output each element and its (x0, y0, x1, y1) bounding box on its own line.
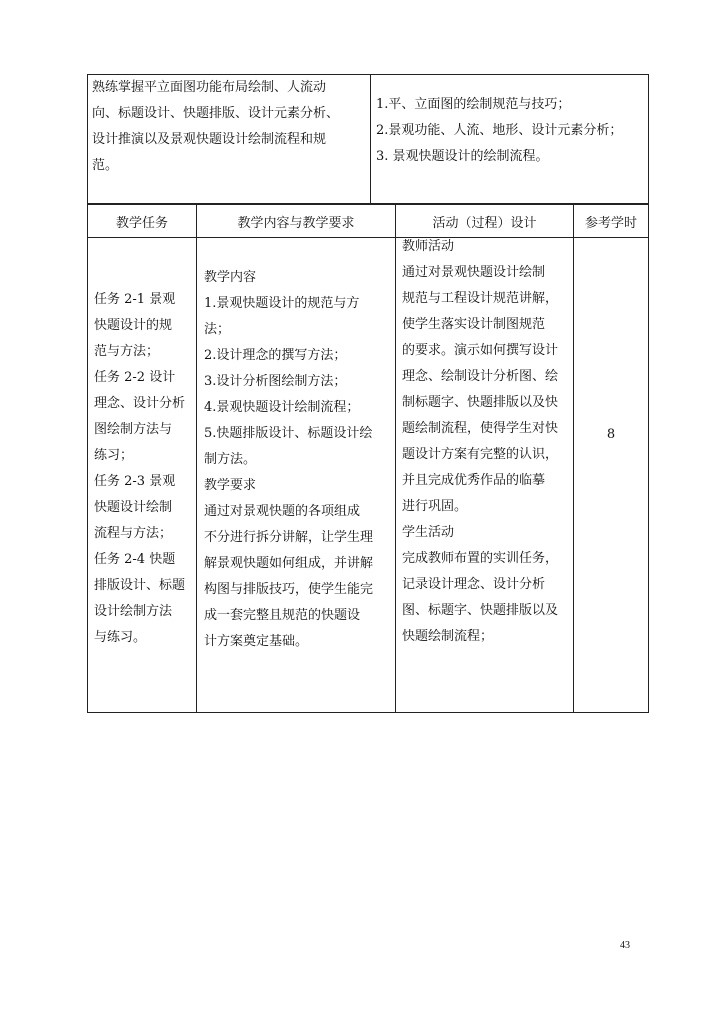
knowledge-item: 1.平、立面图的绘制规范与技巧； (376, 97, 571, 112)
header-content: 教学内容与教学要求 (197, 205, 396, 238)
objectives-table (87, 74, 649, 204)
page-number: 43 (620, 940, 630, 951)
header-task: 教学任务 (88, 205, 197, 238)
content-item: 4.景观快题设计绘制流程； (204, 400, 360, 415)
teaching-table (87, 204, 649, 713)
requirement-heading: 教学要求 (204, 478, 257, 493)
content-cell (197, 238, 396, 713)
skills-cell (88, 75, 371, 204)
header-activity: 活动（过程）设计 (396, 205, 574, 238)
knowledge-cell (371, 75, 649, 204)
skills-text: 熟练掌握平立面图功能布局绘制、人流动 向、标题设计、快题排版、设计元素分析、 设计推演以及景观快题设计绘制流程和规 范。 (92, 80, 340, 173)
table-row (88, 238, 649, 713)
teacher-text: 通过对景观快题设计绘制 规范与工程设计规范讲解， 使学生落实设计制图规范 的要求。演示如何撰写设计 理念、绘制设计分析图、绘 制标题字、快题排版以及快 题绘制流程，使得学生对快 题设计方案有完整的认识， 并且完成优秀作品的临摹 进行巩固。 (402, 265, 559, 514)
activity-cell (396, 238, 574, 713)
student-heading: 学生活动 (402, 525, 455, 540)
content-heading: 教学内容 (204, 270, 257, 285)
content-item: 1.景观快题设计的规范与方 法； (204, 296, 360, 337)
tasks-text: 任务 2-1 景观 快题设计的规 范与方法； 任务 2-2 设计 理念、设计分析 图绘制方法与 练习； 任务 2-3 景观 快题设计绘制 流程与方法； 任务 2-4 快题 排版设计、标题 设计绘制方法 与练习。 (94, 292, 186, 645)
hours-value: 8 (606, 427, 616, 442)
hours-cell (574, 238, 649, 713)
content-item: 2.设计理念的撰写方法； (204, 348, 347, 363)
header-hours: 参考学时 (574, 205, 649, 238)
teacher-heading: 教师活动 (402, 239, 455, 254)
knowledge-item: 2.景观功能、人流、地形、设计元素分析； (376, 123, 623, 138)
requirement-text: 通过对景观快题的各项组成 不分进行拆分讲解，让学生理 解景观快题如何组成，并讲解 构图与排版技巧，使学生能完 成一套完整且规范的快题设 计方案奠定基础。 (204, 504, 374, 649)
tasks-cell (88, 238, 197, 713)
content-item: 5.快题排版设计、标题设计绘 制方法。 (204, 426, 373, 467)
student-text: 完成教师布置的实训任务， 记录设计理念、设计分析 图、标题字、快题排版以及 快题绘制流程； (402, 551, 559, 644)
knowledge-item: 3. 景观快题设计的绘制流程。 (376, 149, 549, 164)
content-item: 3.设计分析图绘制方法； (204, 374, 347, 389)
table-header-row (88, 205, 649, 238)
